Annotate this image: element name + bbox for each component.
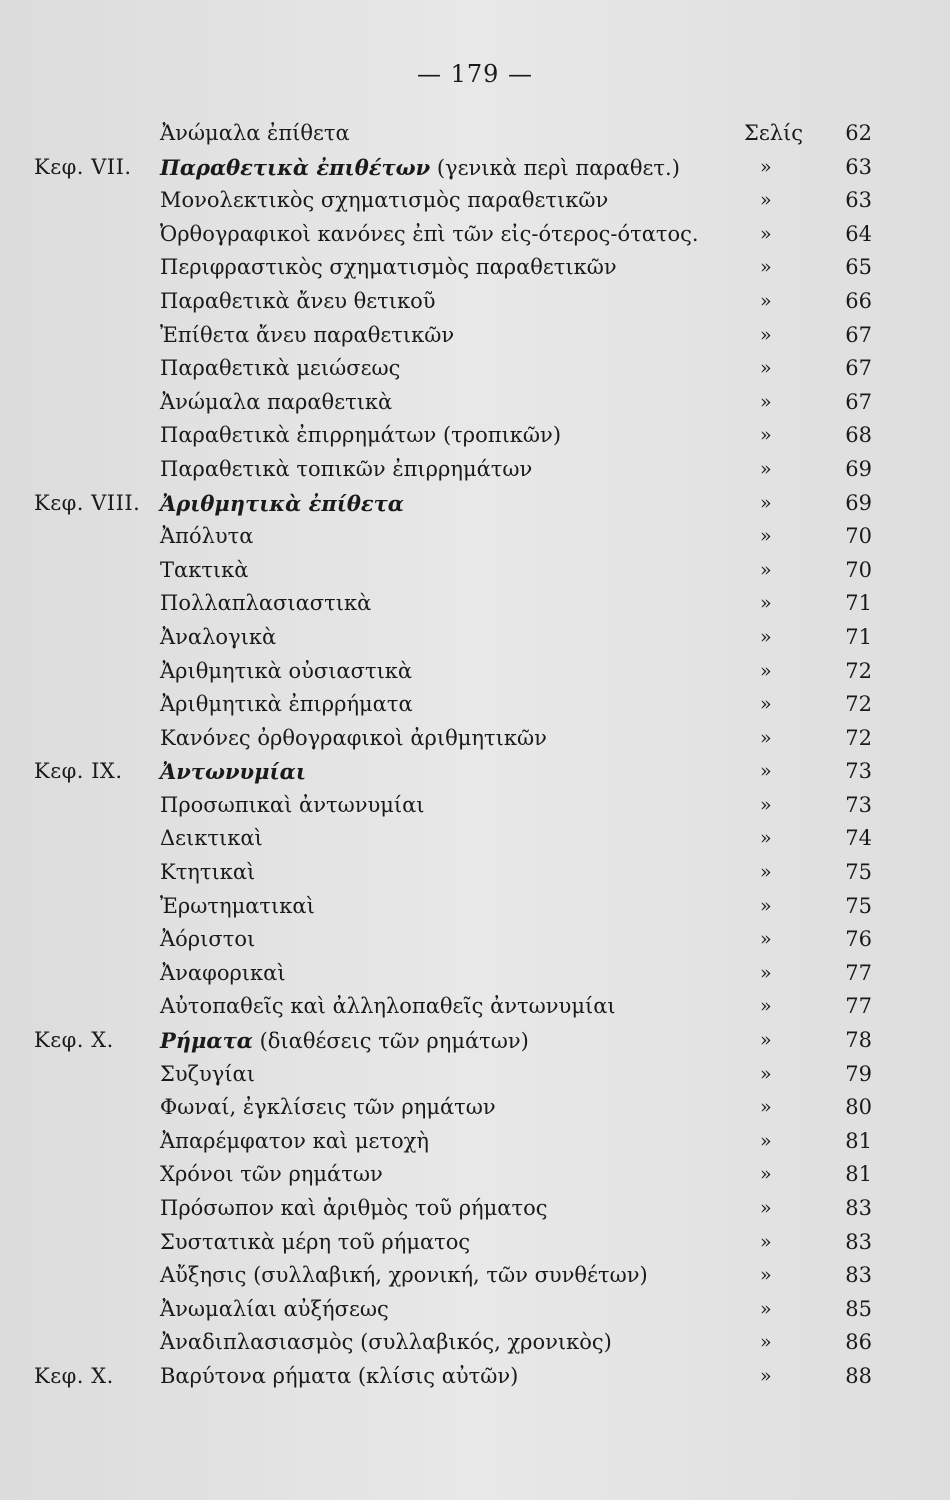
chapter-label: Κεφ. Χ. (34, 1363, 114, 1388)
ditto-mark: » (760, 1197, 772, 1219)
entry-page-number: 83 (845, 1196, 872, 1220)
toc-entry (0, 453, 950, 487)
entry-page-number: 64 (845, 221, 872, 246)
entry-page-number: 76 (845, 927, 872, 952)
entry-title (160, 151, 680, 186)
toc-entry (0, 487, 950, 521)
ditto-mark: » (760, 189, 772, 212)
entry-page-number: 70 (845, 557, 872, 582)
toc-entry (0, 621, 950, 655)
entry-title (160, 554, 248, 588)
entry-page-number: 81 (845, 1128, 872, 1153)
ditto-mark: » (760, 1029, 772, 1052)
toc-entry (0, 386, 950, 420)
ditto-mark: » (760, 289, 772, 312)
entry-title-text: Παραθετικὰ τοπικῶν ἐπιρρημάτων (160, 456, 533, 481)
page-number: — 179 — (416, 60, 534, 88)
entry-title-text: Ἀπόλυτα (160, 524, 254, 549)
toc-entry (0, 352, 950, 386)
toc-entry (0, 520, 950, 554)
ditto-mark: » (760, 827, 772, 850)
ditto-mark: » (760, 1096, 772, 1119)
entry-title-text: Ἀνώμαλα παραθετικὰ (160, 389, 393, 414)
toc-entry (0, 822, 950, 856)
toc-entry (0, 755, 950, 789)
entry-title (160, 923, 255, 957)
ditto-mark: » (760, 961, 772, 984)
ditto-mark: » (760, 1062, 772, 1085)
entry-title (160, 1024, 529, 1059)
toc-entry (0, 554, 950, 588)
chapter-label: Κεφ. VIII. (34, 490, 141, 515)
entry-title (160, 251, 617, 285)
chapter-label: Κεφ. IX. (34, 759, 123, 784)
entry-title-text: Ὀρθογραφικοὶ κανόνες ἐπὶ τῶν εἰς-ότερος-ότατος. (160, 221, 699, 246)
entry-page-number: 73 (845, 759, 872, 784)
entry-title-text: Ἐπίθετα ἄνευ παραθετικῶν (160, 322, 455, 347)
entry-title (160, 487, 404, 522)
ditto-mark: » (760, 625, 772, 648)
entry-page-number: 78 (845, 1028, 872, 1053)
entry-page-number: 65 (845, 255, 872, 280)
table-of-contents (0, 117, 950, 1394)
entry-title-text: Δεικτικαὶ (160, 826, 263, 851)
toc-entry (0, 957, 950, 991)
entry-title-text: Περιφραστικὸς σχηματισμὸς παραθετικῶν (160, 255, 617, 280)
entry-title-text: Ἀνωμαλίαι αὐξήσεως (160, 1296, 389, 1321)
entry-page-number: 71 (845, 591, 872, 616)
chapter-label: Κεφ. VII. (34, 154, 132, 179)
ditto-mark: » (760, 693, 772, 716)
entry-title (160, 1058, 255, 1092)
ditto-mark: » (760, 323, 772, 346)
toc-entry (0, 218, 950, 252)
entry-title-text: Ἀριθμητικὰ ἐπίθετα (160, 490, 404, 516)
ditto-mark: » (760, 659, 772, 682)
entry-title (160, 1125, 429, 1159)
entry-title-text: Αὐτοπαθεῖς καὶ ἀλληλοπαθεῖς ἀντωνυμίαι (160, 994, 616, 1019)
entry-title-text: Πρόσωπον καὶ ἀριθμὸς τοῦ ρήματος (160, 1196, 548, 1220)
toc-entry (0, 1024, 950, 1058)
toc-entry (0, 722, 950, 756)
entry-page-number: 66 (845, 288, 872, 313)
entry-page-number: 81 (845, 1162, 872, 1187)
toc-entry (0, 184, 950, 218)
entry-page-number: 75 (845, 860, 872, 885)
entry-title (160, 789, 425, 823)
entry-title-subtext: (γενικὰ περὶ παραθετ.) (430, 155, 680, 180)
ditto-mark: » (760, 491, 772, 514)
ditto-mark: » (760, 1331, 772, 1354)
entry-title (160, 1226, 470, 1260)
entry-page-number: 75 (845, 893, 872, 918)
ditto-mark: » (760, 726, 772, 749)
toc-entry (0, 117, 950, 151)
entry-title-subtext: (διαθέσεις τῶν ρημάτων) (252, 1029, 529, 1054)
entry-page-number: 79 (845, 1061, 872, 1086)
entry-page-number: 80 (845, 1095, 872, 1120)
entry-title-text: Συζυγίαι (160, 1061, 255, 1086)
ditto-mark: » (760, 457, 772, 480)
entry-title-text: Παραθετικὰ ἐπιρρημάτων (τροπικῶν) (160, 423, 562, 448)
ditto-mark: » (760, 894, 772, 917)
entry-page-number: 63 (845, 154, 872, 179)
entry-page-number: 67 (845, 356, 872, 381)
toc-entry (0, 923, 950, 957)
entry-title-text: Τακτικὰ (160, 557, 249, 582)
ditto-mark: » (760, 558, 772, 581)
entry-title (160, 218, 699, 252)
entry-title (160, 957, 286, 991)
entry-title (160, 890, 315, 924)
entry-title (160, 822, 263, 856)
entry-title-text: Προσωπικαὶ ἀντωνυμίαι (160, 792, 425, 817)
entry-title (160, 1326, 612, 1360)
ditto-mark: » (760, 1129, 772, 1152)
entry-title-text: Ἀπαρέμφατον καὶ μετοχὴ (160, 1128, 429, 1153)
entry-title-text: Ἀνώμαλα ἐπίθετα (160, 121, 350, 145)
entry-title (160, 419, 561, 453)
ditto-mark: » (760, 424, 772, 447)
entry-page-number: 77 (845, 960, 872, 985)
entry-page-number: 69 (845, 490, 872, 515)
entry-title (160, 621, 276, 655)
entry-title (160, 1158, 383, 1192)
entry-page-number: 83 (845, 1263, 872, 1288)
ditto-mark: » (760, 357, 772, 380)
entry-title (160, 587, 371, 621)
entry-page-number: 77 (845, 994, 872, 1019)
toc-entry (0, 990, 950, 1024)
entry-title-text: Παραθετικὰ ἐπιθέτων (160, 154, 431, 180)
entry-title-text: Κτητικαὶ (160, 860, 256, 885)
entry-title (160, 990, 616, 1024)
toc-entry (0, 1226, 950, 1260)
entry-title-text: Ρήματα (160, 1028, 253, 1054)
entry-page-number: 83 (845, 1229, 872, 1254)
entry-page-number: 72 (845, 725, 872, 750)
ditto-mark: » (760, 928, 772, 951)
entry-page-number: 71 (845, 624, 872, 649)
ditto-mark: » (760, 256, 772, 279)
toc-entry (0, 1326, 950, 1360)
entry-title-text: Ἀριθμητικὰ οὐσιαστικὰ (160, 658, 413, 683)
entry-title-text: Ἀναφορικαὶ (160, 960, 286, 985)
entry-title-text: Παραθετικὰ μειώσεως (160, 356, 401, 381)
entry-title (160, 1360, 518, 1394)
entry-title-text: Ἀριθμητικὰ ἐπιρρήματα (160, 692, 413, 717)
toc-entry (0, 789, 950, 823)
entry-title-text: Βαρύτονα ρήματα (κλίσις αὐτῶν) (160, 1363, 519, 1388)
toc-entry (0, 319, 950, 353)
toc-entry (0, 1192, 950, 1226)
entry-title (160, 117, 350, 151)
ditto-mark: » (760, 861, 772, 884)
ditto-mark: » (760, 155, 772, 178)
entry-title (160, 319, 454, 353)
entry-title (160, 285, 436, 319)
entry-page-number: 72 (845, 658, 872, 683)
toc-entry (0, 1158, 950, 1192)
entry-page-number: 68 (845, 423, 872, 448)
column-header-page: Σελίς (744, 121, 804, 145)
entry-page-number: 72 (845, 692, 872, 717)
ditto-mark: » (760, 592, 772, 615)
entry-title-text: Φωναί, ἐγκλίσεις τῶν ρημάτων (160, 1095, 496, 1120)
entry-page-number: 74 (845, 826, 872, 851)
toc-entry (0, 688, 950, 722)
toc-entry (0, 1125, 950, 1159)
entry-page-number: 85 (845, 1296, 872, 1321)
toc-entry (0, 151, 950, 185)
entry-title (160, 386, 392, 420)
toc-entry (0, 251, 950, 285)
toc-entry (0, 1058, 950, 1092)
entry-page-number: 73 (845, 792, 872, 817)
entry-page-number: 67 (845, 322, 872, 347)
toc-entry (0, 1293, 950, 1327)
toc-entry (0, 419, 950, 453)
entry-page-number: 69 (845, 456, 872, 481)
ditto-mark: » (760, 1230, 772, 1253)
entry-title (160, 520, 254, 554)
entry-title-text: Ἀντωνυμίαι (160, 759, 306, 785)
entry-page-number: 86 (845, 1330, 872, 1355)
entry-title (160, 352, 400, 386)
toc-entry (0, 1360, 950, 1394)
entry-title-text: Ἐρωτηματικαὶ (160, 893, 315, 918)
toc-entry (0, 1091, 950, 1125)
ditto-mark: » (760, 525, 772, 548)
ditto-mark: » (760, 390, 772, 413)
entry-title-text: Ἀναλογικὰ (160, 624, 277, 649)
toc-entry (0, 587, 950, 621)
chapter-label: Κεφ. X. (34, 1028, 114, 1053)
toc-entry (0, 655, 950, 689)
entry-page-number: 62 (845, 121, 872, 145)
entry-title (160, 856, 255, 890)
entry-title (160, 722, 547, 756)
entry-title (160, 688, 413, 722)
entry-title (160, 1192, 547, 1226)
entry-title (160, 1293, 389, 1327)
entry-title (160, 755, 306, 790)
entry-page-number: 88 (845, 1363, 872, 1388)
entry-title-text: Αὔξησις (συλλαβική, χρονική, τῶν συνθέτων) (160, 1263, 648, 1288)
ditto-mark: » (760, 222, 772, 245)
entry-title-text: Συστατικὰ μέρη τοῦ ρήματος (160, 1229, 471, 1254)
entry-title-text: Ἀναδιπλασιασμὸς (συλλαβικός, χρονικὸς) (160, 1330, 612, 1355)
entry-title (160, 655, 412, 689)
entry-title (160, 1259, 648, 1293)
entry-page-number: 67 (845, 389, 872, 414)
ditto-mark: » (760, 1163, 772, 1186)
toc-entry (0, 1259, 950, 1293)
entry-page-number: 63 (845, 188, 872, 213)
ditto-mark: » (760, 995, 772, 1018)
ditto-mark: » (760, 793, 772, 816)
entry-title (160, 453, 532, 487)
entry-title-text: Παραθετικὰ ἄνευ θετικοῦ (160, 288, 436, 313)
toc-entry (0, 285, 950, 319)
toc-entry (0, 856, 950, 890)
entry-title-text: Μονολεκτικὸς σχηματισμὸς παραθετικῶν (160, 188, 609, 213)
entry-title (160, 184, 608, 218)
ditto-mark: » (760, 760, 772, 783)
entry-title-text: Ἀόριστοι (160, 927, 256, 952)
entry-title-text: Χρόνοι τῶν ρημάτων (160, 1162, 383, 1187)
entry-title-text: Κανόνες ὀρθογραφικοὶ ἀριθμητικῶν (160, 725, 547, 750)
ditto-mark: » (760, 1297, 772, 1320)
entry-page-number: 70 (845, 524, 872, 549)
ditto-mark: » (760, 1264, 772, 1287)
ditto-mark: » (760, 1364, 772, 1387)
toc-entry (0, 890, 950, 924)
entry-title-text: Πολλαπλασιαστικὰ (160, 591, 372, 616)
entry-title (160, 1091, 496, 1125)
